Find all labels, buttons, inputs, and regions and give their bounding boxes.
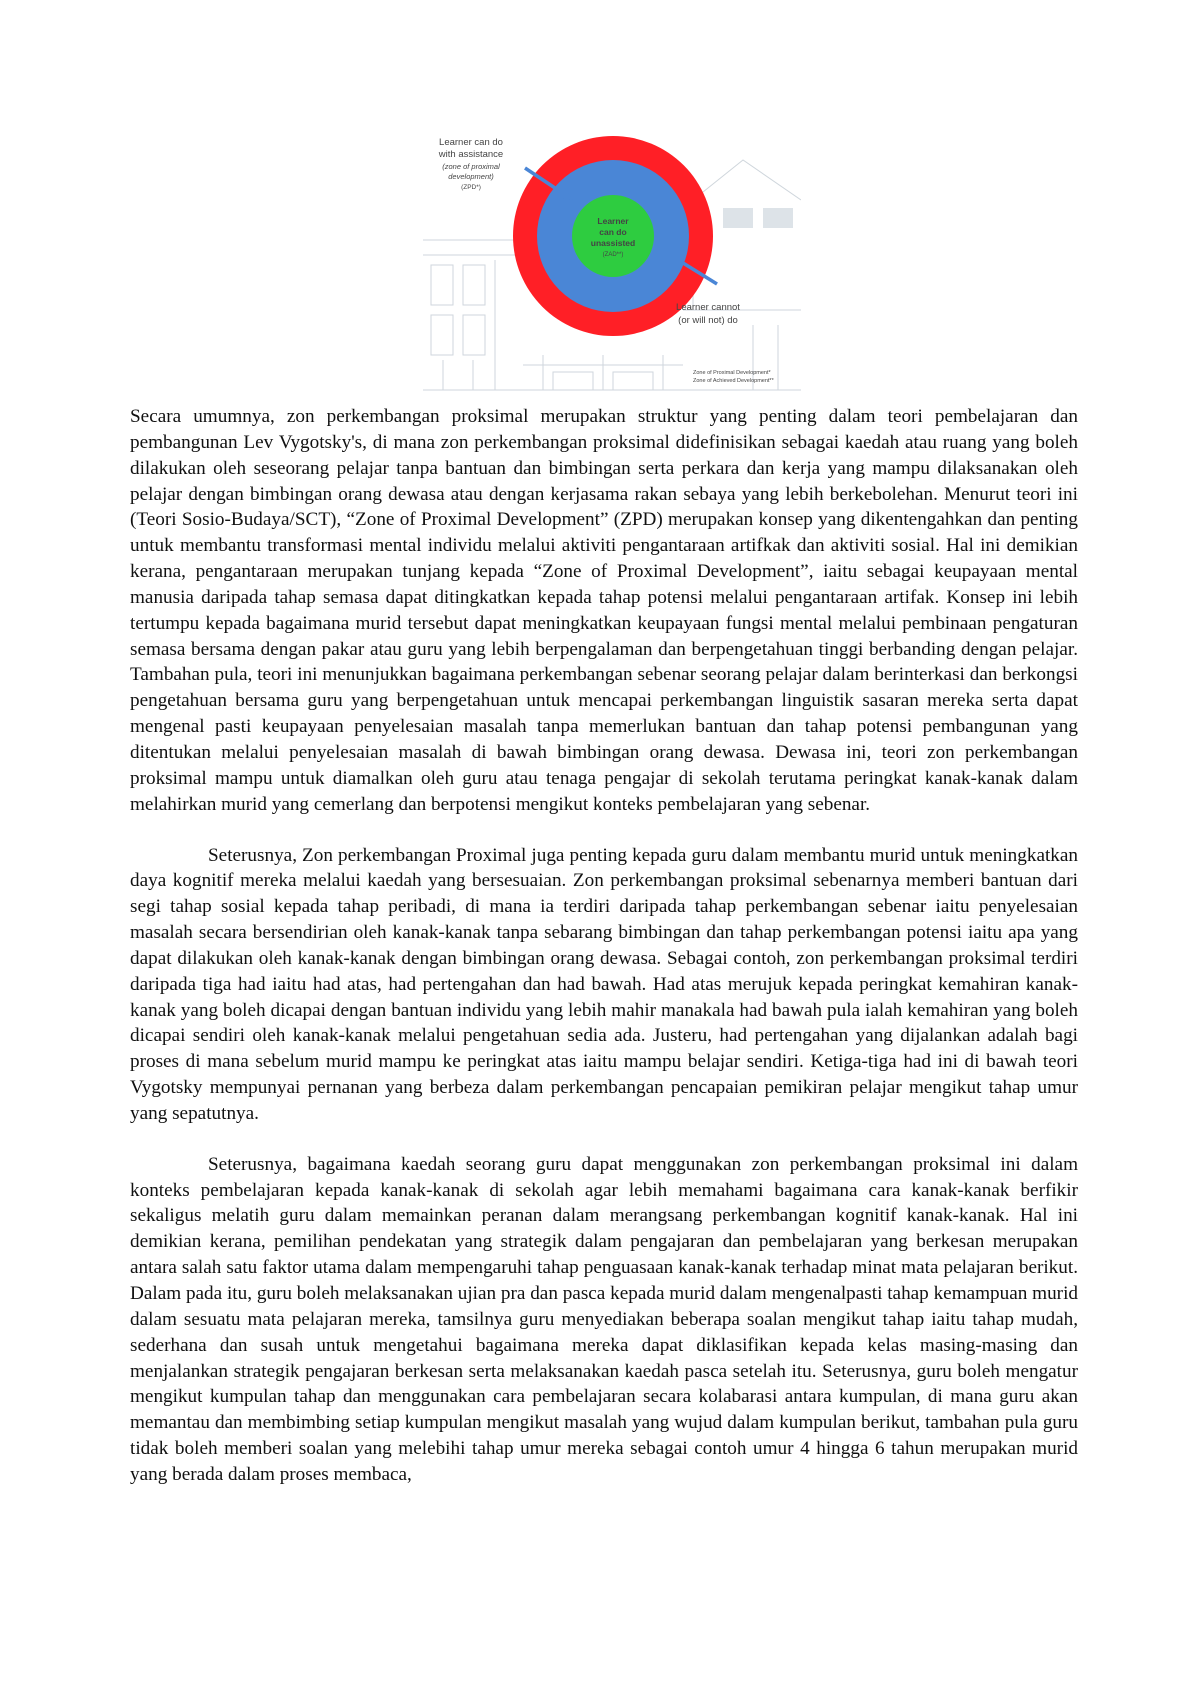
label-zpd-line2: development): [448, 172, 494, 181]
label-center-abbr: (ZAD**): [602, 252, 624, 258]
label-cannot-line2: (or will not) do: [678, 315, 738, 326]
body-text: [130, 404, 1078, 1513]
label-center-line3: unassisted: [590, 238, 636, 248]
footnote-line2: Zone of Achieved Development**: [693, 378, 774, 384]
footnote-line1: Zone of Proximal Development*: [693, 370, 771, 376]
paragraph-2: Seterusnya, Zon perkembangan Proximal juga penting kepada guru dalam membantu murid untuk meningkatkan daya kognitif mereka melalui kaedah yang bersesuaian. Zon perkembangan proksimal sebenarnya memberi bantuan dari segi tahap sosial kepada tahap peribadi, di mana ia terdiri daripada tahap perkembangan sebenar iaitu penyelesaian masalah secara bersendirian oleh kanak-kanak tanpa sebarang bimbingan dan tahap perkembangan potensi iaitu apa yang dapat dilakukan oleh kanak-kanak dengan bimbingan orang dewasa. Sebagai contoh, zon perkembangan proksimal terdiri daripada tiga had iaitu had atas, had pertengahan dan had bawah. Had atas merujuk kepada peringkat kemahiran kanak-kanak yang boleh dicapai dengan bantuan individu yang lebih mahir manakala had bawah pula ialah kemahiran yang boleh dicapai sendiri oleh kanak-kanak melalui pengetahuan sedia ada. Justeru, had pertengahan yang dijalankan adalah bagi proses di mana sebelum murid mampu ke peringkat atas iaitu mampu belajar sendiri. Ketiga-tiga had ini di bawah teori Vygotsky mempunyai pernanan yang berbeza dalam perkembangan pencapaian pemikiran pelajar mengikut tahap umur yang sepatutnya.: [130, 844, 1078, 1124]
label-assist-line2: with assistance: [438, 149, 504, 160]
label-zpd-abbr: (ZPD*): [461, 184, 481, 191]
label-center-line1: Learner: [597, 216, 629, 226]
label-assist-line1: Learner can do: [439, 137, 503, 148]
zpd-diagram: [423, 110, 801, 392]
paragraph-3: Seterusnya, bagaimana kaedah seorang guru dapat menggunakan zon perkembangan proksimal ini dalam konteks pembelajaran kepada kanak-kanak di sekolah agar lebih memahami bagaimana cara kanak-kanak berfikir sekaligus melatih guru dalam memainkan peranan dalam merangsang perkembangan kognitif kanak-kanak. Hal ini demikian kerana, pemilihan pendekatan yang strategik dalam pengajaran dan pembelajaran yang berkesan merupakan antara salah satu faktor utama dalam mempengaruhi tahap penguasaan kanak-kanak terhadap minat mata pelajaran berikut. Dalam pada itu, guru boleh melaksanakan ujian pra dan pasca kepada murid dalam mengenalpasti tahap kemampuan murid dalam sesuatu mata pelajaran mereka, tamsilnya guru menyediakan beberapa soalan mengikut tahap iaitu tahap mudah, sederhana dan susah untuk mengetahui bagaimana mereka dapat diklasifikan kepada kelas masing-masing dan menjalankan strategik pengajaran berkesan serta melaksanakan kaedah pasca setelah itu. Seterusnya, guru boleh mengatur mengikut kumpulan tahap dan menggunakan cara pembelajaran secara kolabarasi antara kumpulan, di mana guru akan memantau dan membimbing setiap kumpulan mengikut masalah yang wujud dalam kumpulan berikut, tambahan pula guru tidak boleh memberi soalan yang melebihi tahap umur mereka sebagai contoh umur 4 hingga 6 tahun merupakan murid yang berada dalam proses membaca,: [130, 1153, 1078, 1485]
label-zpd-line1: (zone of proximal: [442, 162, 500, 171]
label-center-line2: can do: [599, 227, 627, 237]
label-cannot-line1: Learner cannot: [676, 302, 740, 313]
zpd-diagram-svg: [423, 110, 801, 392]
paragraph-1: Secara umumnya, zon perkembangan proksimal merupakan struktur yang penting dalam teori pembelajaran dan pembangunan Lev Vygotsky's, di mana zon perkembangan proksimal didefinisikan sebagai kaedah atau ruang yang boleh dilakukan oleh seseorang pelajar tanpa bantuan dan bimbingan serta perkara dan kerja yang mampu dilaksanakan oleh pelajar dengan bimbingan orang dewasa atau dengan kerjasama rakan sebaya yang lebih berkebolehan. Menurut teori ini (Teori Sosio-Budaya/SCT), “Zone of Proximal Development” (ZPD) merupakan konsep yang dikentengahkan dan penting untuk membantu transformasi mental individu melalui aktiviti pengantaraan artifkak dan aktiviti sosial. Hal ini demikian kerana, pengantaraan merupakan tunjang kepada “Zone of Proximal Development”, iaitu sebagai keupayaan mental manusia daripada tahap semasa dapat ditingkatkan kepada tahap potensi melalui pengantaraan artifak. Konsep ini lebih tertumpu kepada bagaimana murid tersebut dapat meningkatkan keupayaan fungsi mental melalui pembinaan pengaturan semasa bersama dengan pakar atau guru yang lebih berpengalaman dan berpengetahuan tinggi berbanding dengan pelajar. Tambahan pula, teori ini menunjukkan bagaimana perkembangan sebenar seorang pelajar dalam berinterkasi dan berkongsi pengetahuan bersama guru yang berpengetahuan untuk mencapai perkembangan linguistik sasaran mereka serta dapat mengenal pasti keupayaan penyelesaian masalah tanpa memerlukan bantuan dan tahap potensi pembangunan yang ditentukan melalui penyelesaian masalah di bawah bimbingan orang dewasa. Dewasa ini, teori zon perkembangan proksimal mampu untuk diamalkan oleh guru atau tenaga pengajar di sekolah terutama peringkat kanak-kanak dalam melahirkan murid yang cemerlang dan berpotensi mengikut konteks pembelajaran yang sebenar.: [130, 406, 1078, 815]
